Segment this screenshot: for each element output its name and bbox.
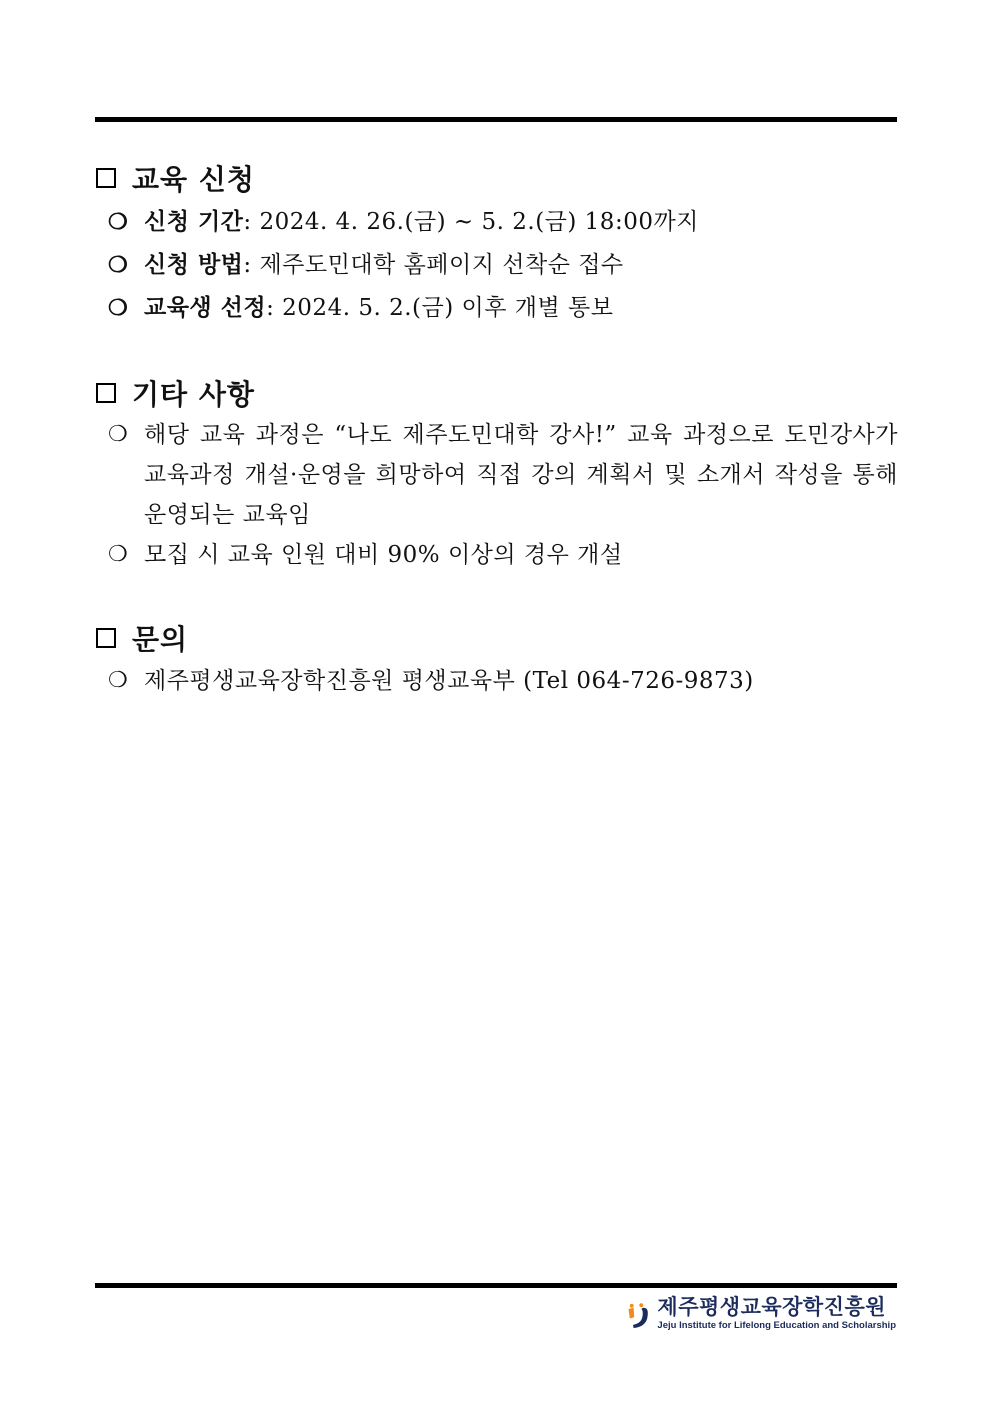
item-text: 모집 시 교육 인원 대비 90% 이상의 경우 개설 (144, 542, 623, 568)
section-application (96, 158, 898, 328)
section-inquiry (96, 618, 898, 701)
item-text: 제주평생교육장학진흥원 평생교육부 (Tel 064-726-9873) (144, 668, 754, 694)
circle-bullet-icon: ❍ (108, 542, 129, 567)
top-rule (95, 117, 897, 122)
list-item (96, 202, 898, 242)
section-heading (96, 618, 898, 658)
list-item (96, 535, 898, 575)
section-title: 교육 신청 (132, 163, 255, 196)
bottom-rule (95, 1283, 897, 1288)
list-item (96, 415, 898, 535)
square-bullet-icon (96, 628, 116, 648)
item-label: 신청 방법 (144, 251, 244, 278)
circle-bullet-icon: ❍ (108, 422, 129, 447)
section-title: 기타 사항 (132, 378, 255, 411)
circle-bullet-icon: ❍ (108, 295, 129, 321)
org-logo (626, 1294, 896, 1340)
item-label: 교육생 선정 (144, 294, 267, 321)
item-text: : 2024. 5. 2.(금) 이후 개별 통보 (266, 295, 614, 321)
list-item (96, 245, 898, 285)
circle-bullet-icon: ❍ (108, 668, 129, 693)
circle-bullet-icon: ❍ (108, 209, 129, 235)
item-text: : 2024. 4. 26.(금) ~ 5. 2.(금) 18:00까지 (243, 209, 699, 235)
institute-emblem-icon (626, 1294, 651, 1338)
item-text: : 제주도민대학 홈페이지 선착순 접수 (243, 252, 624, 278)
section-heading (96, 373, 898, 413)
list-item (96, 661, 898, 701)
section-heading (96, 158, 898, 198)
list-item (96, 288, 898, 328)
circle-bullet-icon: ❍ (108, 252, 129, 278)
section-other-notes (96, 373, 898, 575)
section-title: 문의 (132, 623, 189, 656)
org-name-korean: 제주평생교육장학진흥원 (657, 1295, 887, 1319)
square-bullet-icon (96, 168, 116, 188)
org-name-english: Jeju Institute for Lifelong Education and Scholarship (657, 1320, 896, 1331)
item-label: 신청 기간 (144, 208, 244, 235)
item-text: 해당 교육 과정은 “나도 제주도민대학 강사!” 교육 과정으로 도민강사가 교육과정 개설·운영을 희망하여 직접 강의 계획서 및 소개서 작성을 통해 운영되는 교육임 (144, 422, 898, 528)
square-bullet-icon (96, 383, 116, 403)
